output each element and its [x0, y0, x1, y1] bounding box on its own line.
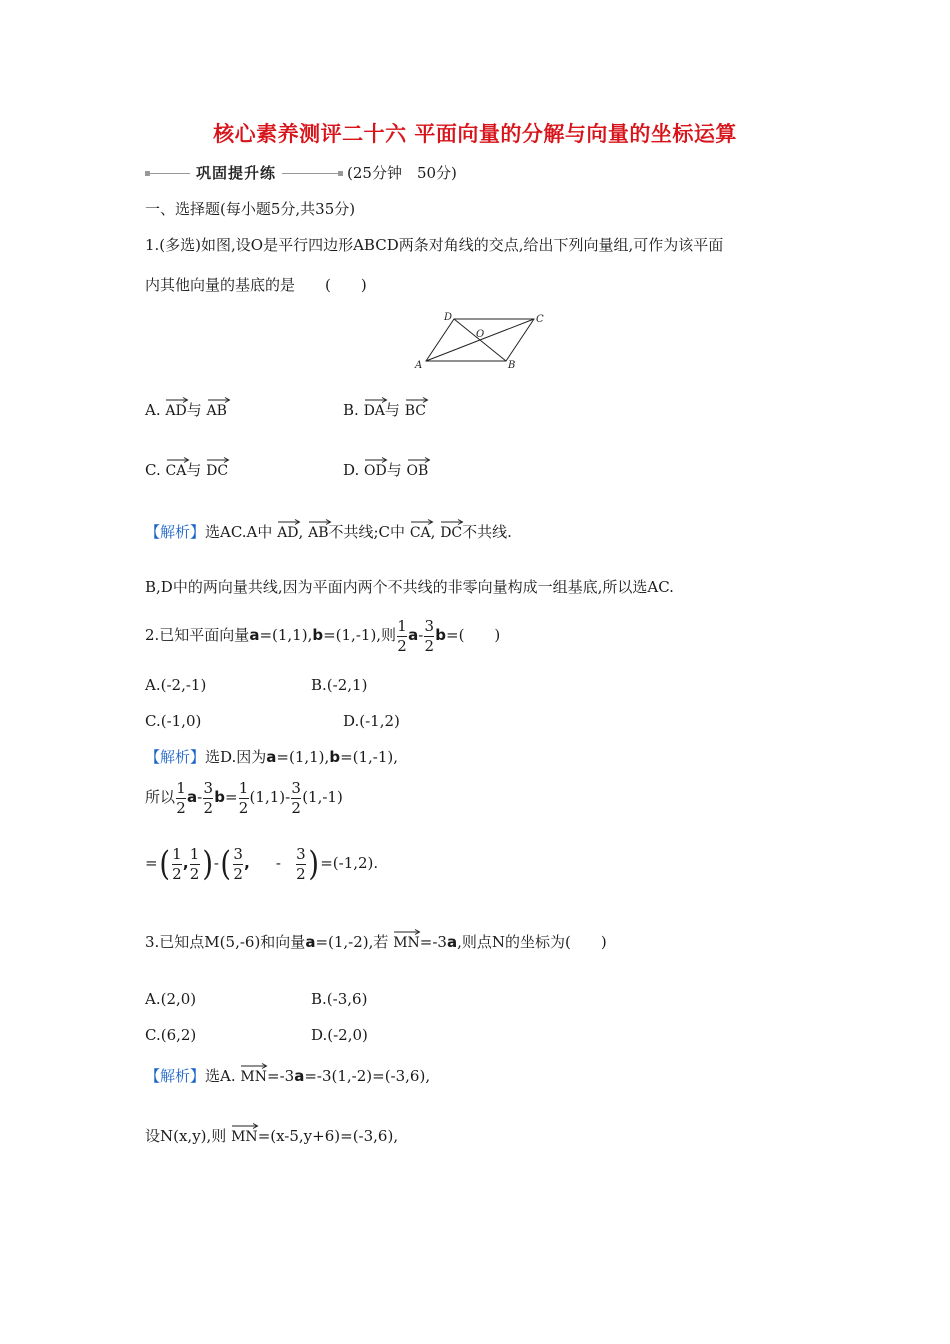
analysis-tag: 【解析】	[145, 748, 206, 766]
q2-option-b[interactable]: B.(-2,1)	[311, 676, 368, 694]
q1-option-d[interactable]: D. OD与 OB	[343, 456, 428, 478]
q2-option-d[interactable]: D.(-1,2)	[343, 712, 400, 730]
vector: MN	[231, 1122, 258, 1144]
fraction: $\frac{3}{2}$	[291, 779, 301, 817]
vector: CA	[166, 456, 187, 478]
q1-analysis-line2: B,D中的两向量共线,因为平面内两个不共线的非零向量构成一组基底,所以选AC.	[145, 578, 674, 596]
fraction: $\frac{3}{2}$	[424, 617, 435, 655]
q3-option-d[interactable]: D.(-2,0)	[311, 1026, 368, 1044]
analysis-tag: 【解析】	[145, 1067, 206, 1085]
fraction: $\frac{1}{2}$	[238, 779, 249, 817]
label-b: B	[508, 360, 516, 371]
vector: OB	[407, 456, 429, 478]
fraction: $\frac{1}{2}$	[397, 617, 407, 655]
vector: AB	[207, 396, 227, 418]
q2-option-a[interactable]: A.(-2,-1)	[145, 676, 207, 694]
vector: AB	[308, 518, 328, 540]
q3-option-c[interactable]: C.(6,2)	[145, 1026, 197, 1044]
parallelogram-figure	[410, 306, 550, 372]
fraction: $\frac{3}{2}$	[296, 845, 306, 883]
vector: MN	[240, 1062, 267, 1084]
q1-analysis: 【解析】选AC.A中 AD, AB不共线;C中 CA, DC不共线.	[145, 518, 512, 540]
label-o: O	[476, 329, 485, 340]
q1-option-c[interactable]: C. CA与 DC	[145, 456, 228, 478]
vector: BC	[405, 396, 426, 418]
q3-analysis-line2: 设N(x,y),则 MN=(x-5,y+6)=(-3,6),	[145, 1122, 398, 1144]
vector: DC	[206, 456, 228, 478]
fraction: $\frac{3}{2}$	[233, 845, 243, 883]
label-a: A	[415, 360, 423, 371]
section-heading: 一、选择题(每小题5分,共35分)	[145, 200, 356, 218]
q2-analysis-line2: 所以 $\frac{1}{2}$ a- $\frac{3}{2}$ b= $\frac{1}{2}$ (1,1)- $\frac{3}{2}$ (1,-1)	[145, 779, 343, 817]
banner-label: 巩固提升练	[196, 163, 277, 182]
q2-analysis-line3: =( $\frac{1}{2}$ , $\frac{1}{2}$ )-( $\frac{3}{2}$ , - $\frac{3}{2}$ )=(-1,2).	[145, 844, 379, 884]
q1-line2: 内其他向量的基底的是 ( )	[145, 276, 367, 294]
fraction: $\frac{1}{2}$	[172, 845, 182, 883]
section-banner	[145, 162, 457, 184]
q1-option-b[interactable]: B. DA与 BC	[343, 396, 426, 418]
page-title: 核心素养测评二十六 平面向量的分解与向量的坐标运算	[213, 122, 737, 146]
analysis-tag: 【解析】	[145, 523, 206, 541]
q3-option-a[interactable]: A.(2,0)	[145, 990, 197, 1008]
label-d: D	[444, 312, 453, 323]
q2-option-c[interactable]: C.(-1,0)	[145, 712, 202, 730]
fraction: $\frac{1}{2}$	[176, 779, 186, 817]
vector: AD	[165, 396, 186, 418]
banner-square-right	[338, 171, 343, 176]
q3-analysis: 【解析】选A. MN=-3a=-3(1,-2)=(-3,6),	[145, 1062, 430, 1084]
banner-time: (25分钟 50分)	[347, 163, 457, 182]
q1-line1: 1.(多选)如图,设O是平行四边形ABCD两条对角线的交点,给出下列向量组,可作为该平面	[145, 236, 724, 254]
vector: AD	[277, 518, 298, 540]
q1-option-a[interactable]: A. AD与 AB	[145, 396, 227, 418]
fraction: $\frac{3}{2}$	[203, 779, 213, 817]
q2-analysis: 【解析】选D.因为a=(1,1),b=(1,-1),	[145, 748, 399, 766]
q3-option-b[interactable]: B.(-3,6)	[311, 990, 368, 1008]
fraction: $\frac{1}{2}$	[189, 845, 200, 883]
vector: DC	[440, 518, 462, 540]
banner-line-right	[282, 173, 338, 174]
label-c: C	[536, 314, 544, 325]
q3-stem: 3.已知点M(5,-6)和向量a=(1,-2),若 MN=-3a,则点N的坐标为( )	[145, 928, 607, 950]
vector: MN	[393, 928, 420, 950]
banner-line-left	[150, 173, 190, 174]
vector: DA	[364, 396, 385, 418]
vector: CA	[410, 518, 431, 540]
vector: OD	[364, 456, 387, 478]
q2-stem: 2.已知平面向量a=(1,1),b=(1,-1),则 $\frac{1}{2}$ a- $\frac{3}{2}$ b=( )	[145, 617, 501, 655]
